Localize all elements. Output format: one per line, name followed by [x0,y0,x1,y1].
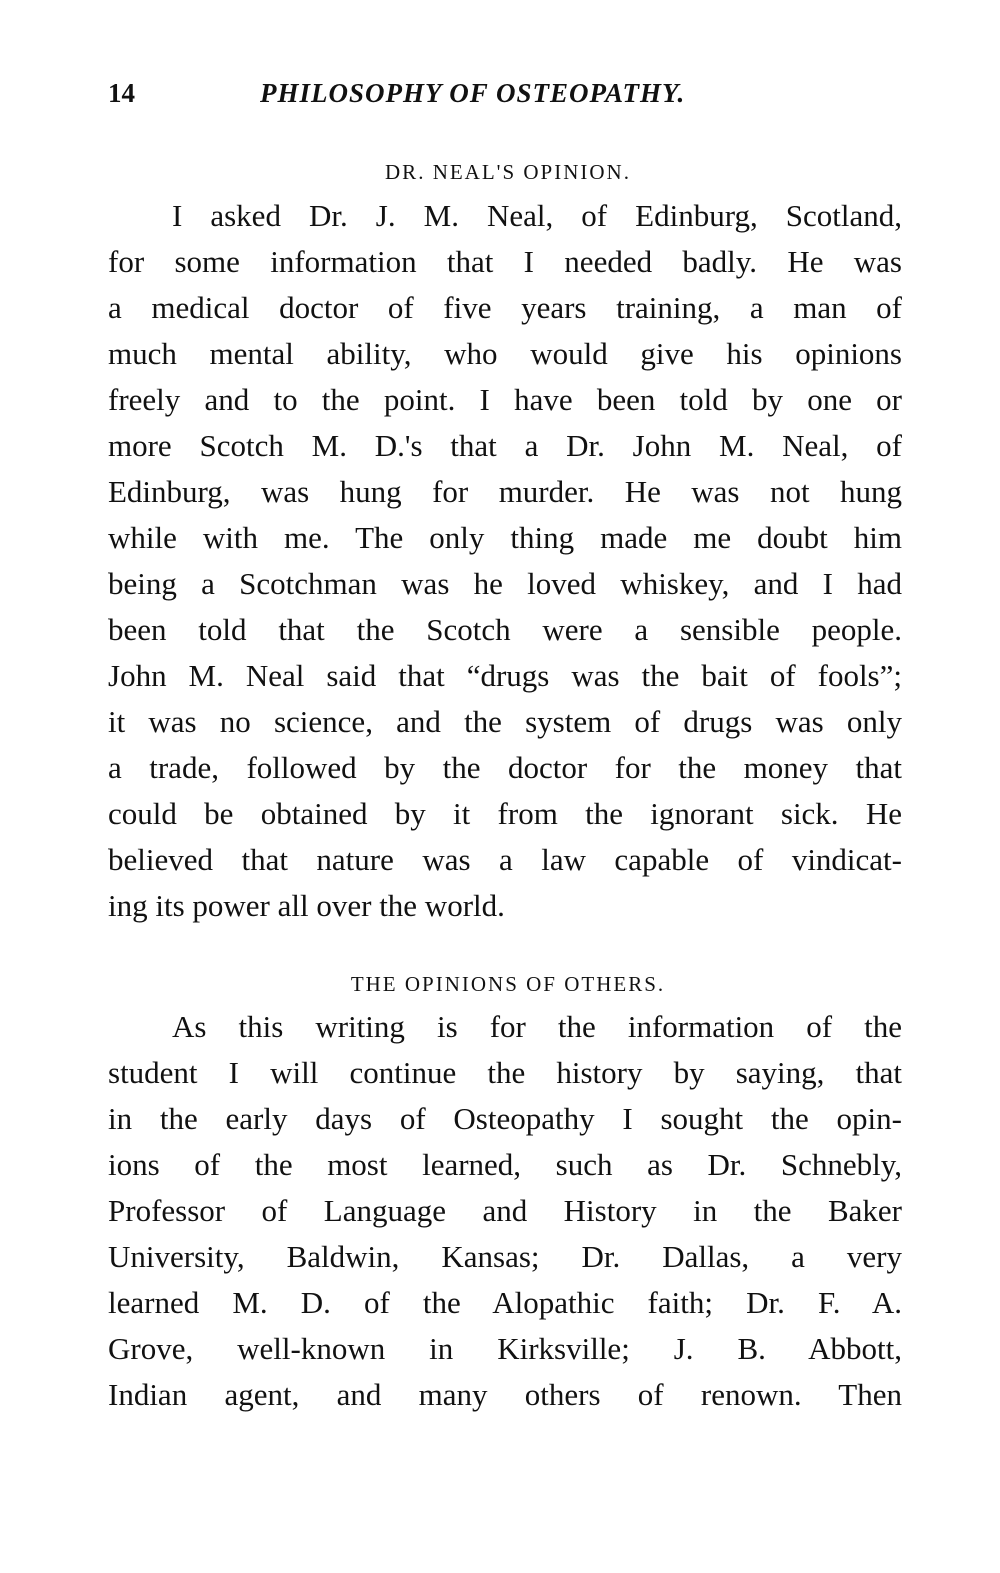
section-heading-neals-opinion: DR. NEAL'S OPINION. [385,160,631,184]
paragraph-line: a medical doctor of five years training, a man of [108,290,902,325]
paragraph-line: for some information that I needed badly. He was [108,244,902,279]
paragraph-line: Indian agent, and many others of renown. Then [108,1377,902,1412]
paragraph-line: ions of the most learned, such as Dr. Schnebly, [108,1147,902,1182]
paragraph-line: I asked Dr. J. M. Neal, of Edinburg, Scotland, [172,198,902,233]
paragraph-line: learned M. D. of the Alopathic faith; Dr. F. A. [108,1285,902,1320]
paragraph-line: been told that the Scotch were a sensible people. [108,612,902,647]
paragraph-line: Edinburg, was hung for murder. He was not hung [108,474,902,509]
running-head [108,78,908,118]
paragraph-line: being a Scotchman was he loved whiskey, and I had [108,566,902,601]
paragraph-line: in the early days of Osteopathy I sought the opin- [108,1101,902,1136]
paragraph-line: John M. Neal said that “drugs was the bait of fools”; [108,658,902,693]
book-title: PHILOSOPHY OF OSTEOPATHY. [260,78,686,108]
paragraph-line: Grove, well-known in Kirksville; J. B. Abbott, [108,1331,902,1366]
paragraph-line: while with me. The only thing made me doubt him [108,520,902,555]
paragraph-line: As this writing is for the information of the [172,1009,902,1044]
paragraph-line: freely and to the point. I have been told by one or [108,382,902,417]
paragraph-line: believed that nature was a law capable of vindicat- [108,842,902,877]
page-number: 14 [108,78,135,108]
paragraph-line: more Scotch M. D.'s that a Dr. John M. Neal, of [108,428,902,463]
paragraph-line: ing its power all over the world. [108,888,505,923]
paragraph-line: student I will continue the history by saying, that [108,1055,902,1090]
paragraph-line: Professor of Language and History in the Baker [108,1193,902,1228]
paragraph-line: could be obtained by it from the ignorant sick. He [108,796,902,831]
section-heading-opinions-of-others: THE OPINIONS OF OTHERS. [350,972,666,996]
paragraph-line: much mental ability, who would give his opinions [108,336,902,371]
paragraph-line: it was no science, and the system of drugs was only [108,704,902,739]
paragraph-line: a trade, followed by the doctor for the money that [108,750,902,785]
paragraph-line: University, Baldwin, Kansas; Dr. Dallas, a very [108,1239,902,1274]
